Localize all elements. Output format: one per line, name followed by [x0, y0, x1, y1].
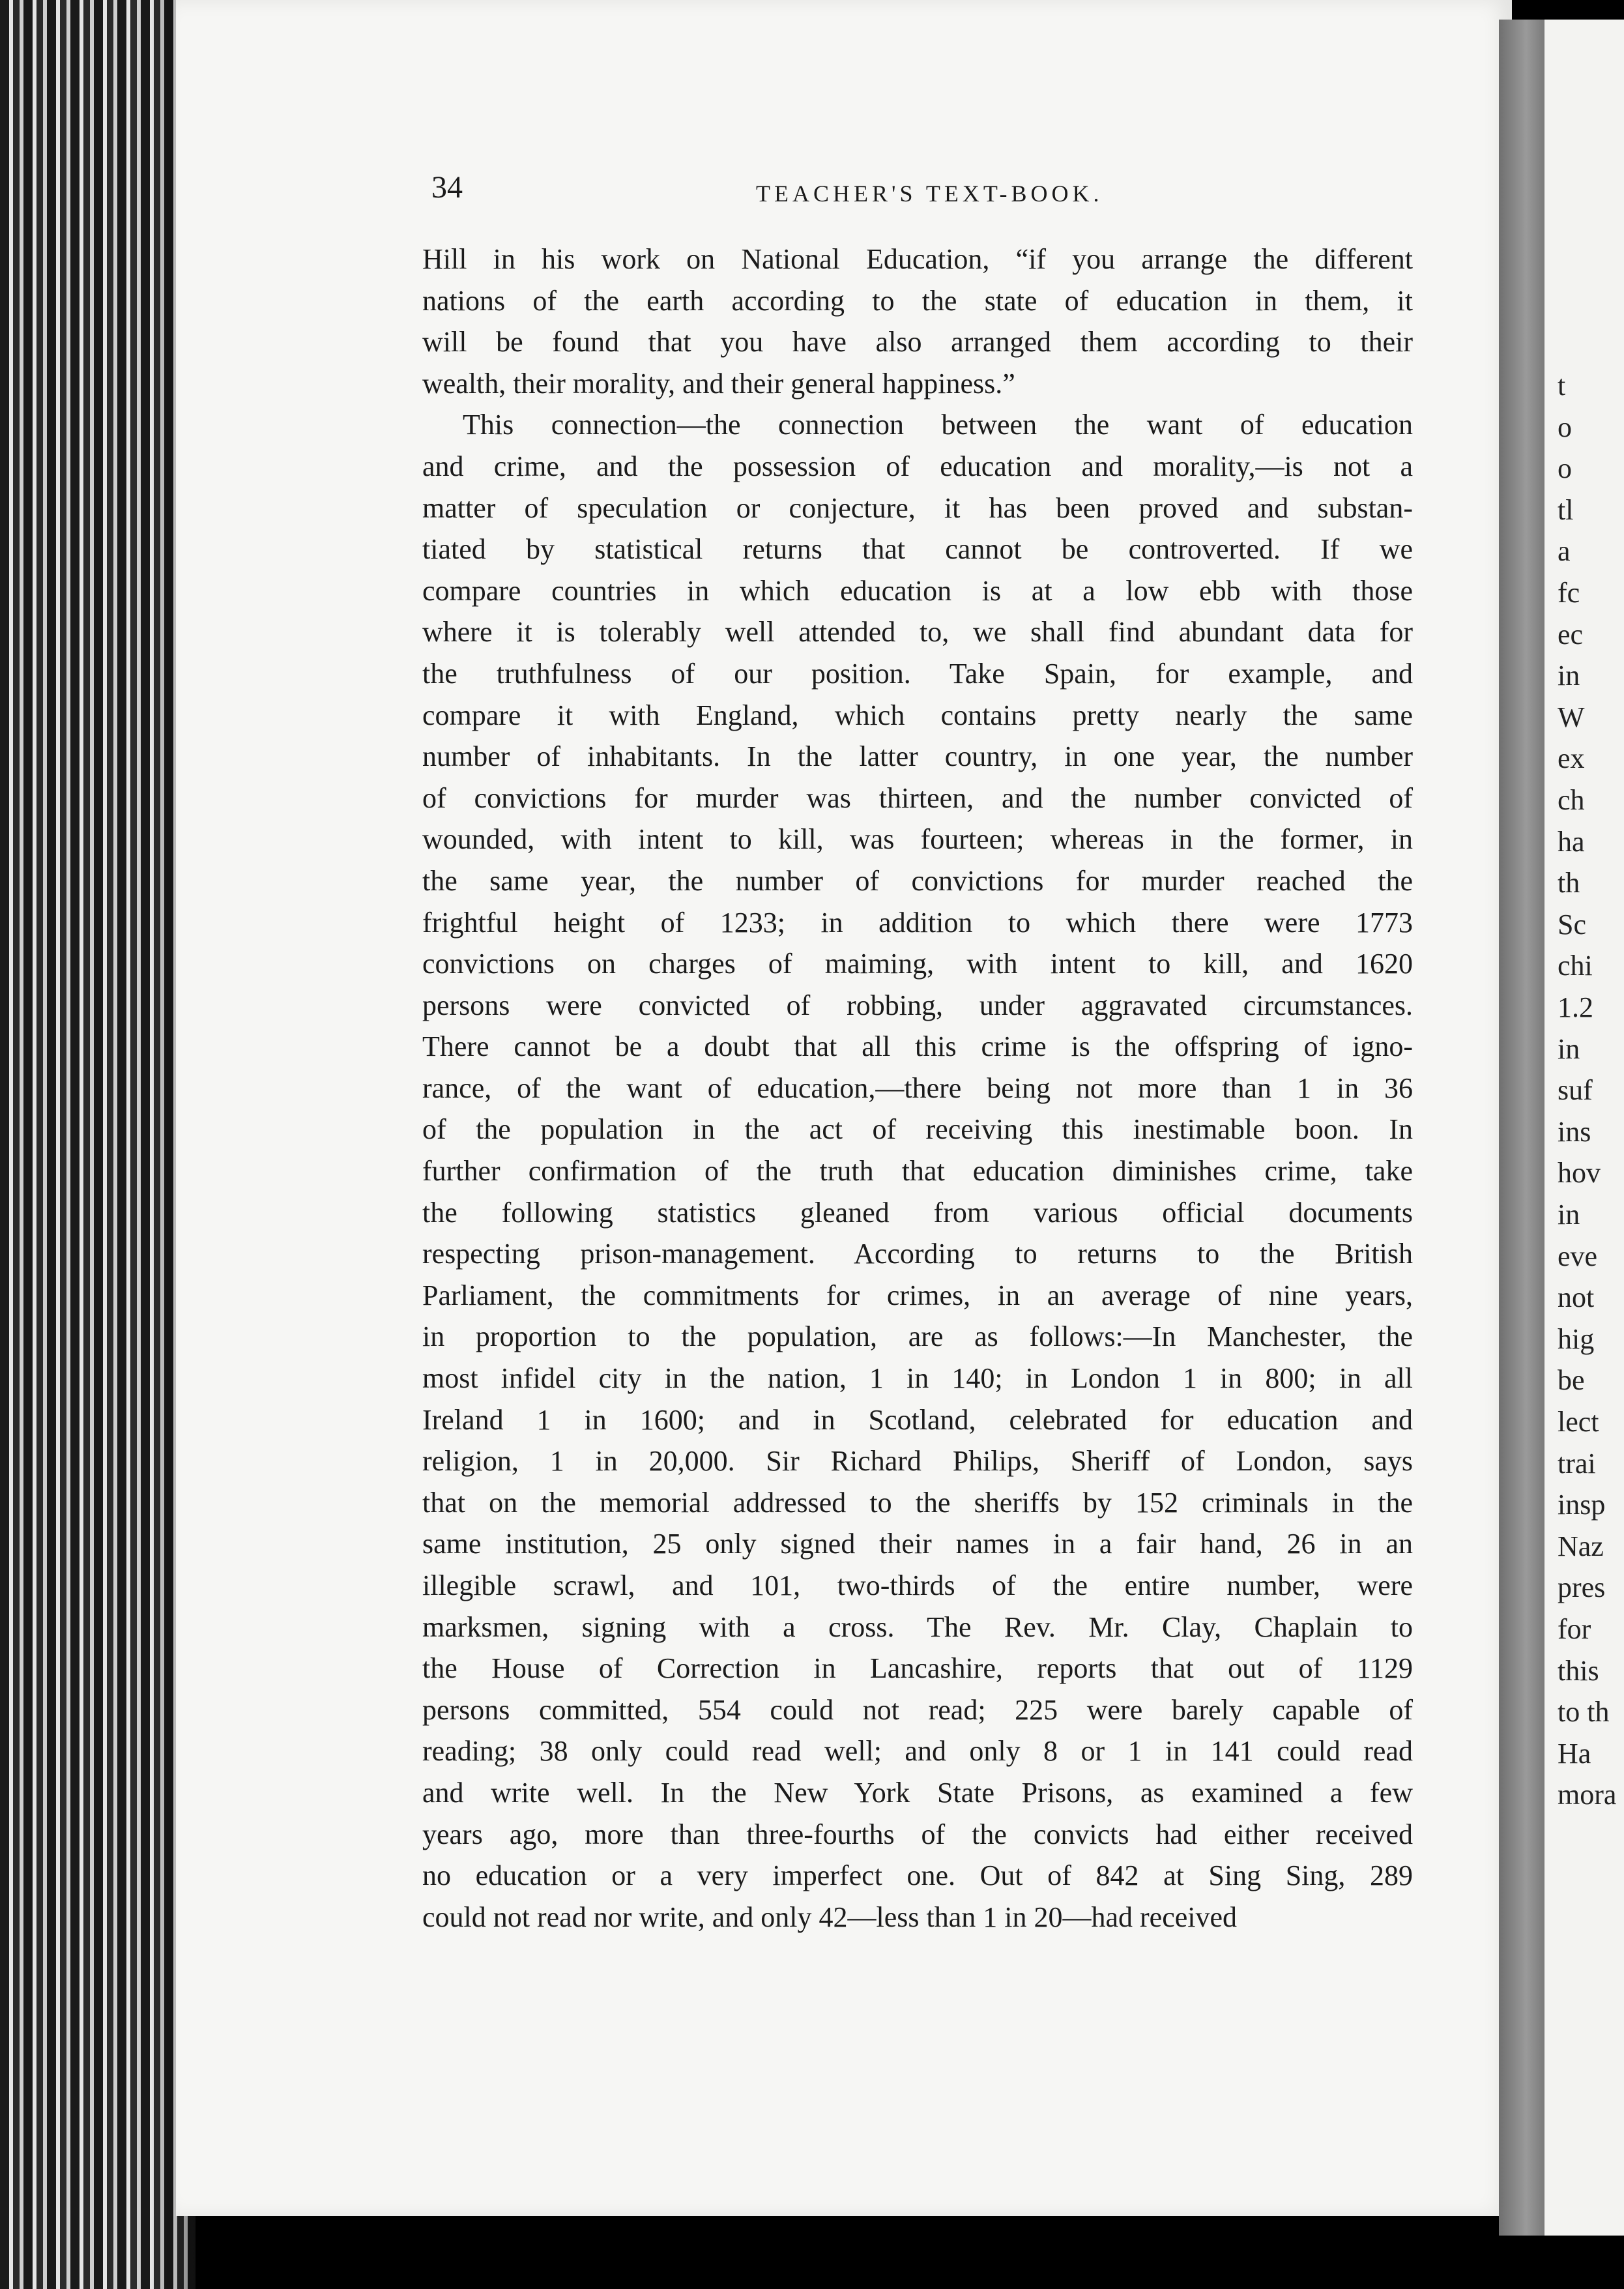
facing-page-text-fragment: ex: [1558, 742, 1585, 775]
text-line: illegible scrawl, and 101, two-thirds of the entire number, were: [422, 1569, 1413, 1601]
facing-page-text-fragment: o: [1558, 411, 1572, 443]
text-line: number of inhabitants. In the latter country, in one year, the number: [422, 740, 1413, 773]
facing-page-text-fragment: to th: [1558, 1696, 1610, 1728]
text-line: tiated by statistical returns that cannot be controverted. If we: [422, 533, 1413, 566]
text-line: respecting prison-management. According to returns to the British: [422, 1238, 1413, 1270]
text-line: compare it with England, which contains pretty nearly the same: [422, 699, 1413, 731]
spine-shadow: [1499, 20, 1544, 2236]
facing-page-text-fragment: ins: [1558, 1115, 1591, 1148]
text-line: that on the memorial addressed to the sheriffs by 152 criminals in the: [422, 1486, 1413, 1519]
text-line: will be found that you have also arranged them according to their: [422, 326, 1413, 358]
facing-page-text-fragment: in: [1558, 1032, 1580, 1065]
text-line: most infidel city in the nation, 1 in 140; in London 1 in 800; in all: [422, 1362, 1413, 1395]
text-line: of convictions for murder was thirteen, and the number convicted of: [422, 781, 1413, 814]
facing-page-text-fragment: o: [1558, 452, 1572, 485]
facing-page-text-fragment: this: [1558, 1654, 1599, 1687]
facing-page-text-fragment: a: [1558, 535, 1571, 568]
text-line: There cannot be a doubt that all this crime is the offspring of igno-: [422, 1030, 1413, 1063]
facing-page-text-fragment: th: [1558, 867, 1580, 899]
text-line: reading; 38 only could read well; and only 8 or 1 in 141 could read: [422, 1735, 1413, 1768]
text-line: nations of the earth according to the state of education in them, it: [422, 284, 1413, 317]
text-line: and crime, and the possession of education and morality,—is not a: [422, 450, 1413, 482]
facing-page-text-fragment: for: [1558, 1613, 1591, 1645]
facing-page-text-fragment: 1.2: [1558, 991, 1593, 1023]
facing-page-text-fragment: Sc: [1558, 908, 1586, 940]
facing-page-text-fragment: lect: [1558, 1406, 1599, 1438]
facing-page-text-fragment: ec: [1558, 618, 1584, 650]
running-head: TEACHER'S TEXT-BOOK.: [756, 181, 1103, 207]
text-line: no education or a very imperfect one. Out of 842 at Sing Sing, 289: [422, 1859, 1413, 1892]
text-line: This connection—the connection between the want of education: [463, 409, 1413, 441]
facing-page-text-fragment: not: [1558, 1281, 1595, 1314]
facing-page-text-fragment: be: [1558, 1364, 1585, 1397]
facing-page-text-fragment: pres: [1558, 1571, 1606, 1604]
text-line: where it is tolerably well attended to, we shall find abundant data for: [422, 616, 1413, 649]
facing-page-text-fragment: suf: [1558, 1074, 1593, 1107]
text-line: Ireland 1 in 1600; and in Scotland, celebrated for education and: [422, 1403, 1413, 1436]
text-line: the same year, the number of convictions for murder reached the: [422, 864, 1413, 897]
text-line: in proportion to the population, are as follows:—In Manchester, the: [422, 1320, 1413, 1353]
text-line: could not read nor write, and only 42—less than 1 in 20—had received: [422, 1901, 1238, 1933]
facing-page-text-fragment: ch: [1558, 784, 1585, 816]
text-line: the truthfulness of our position. Take Spain, for example, and: [422, 657, 1413, 690]
facing-page-text-fragment: W: [1558, 701, 1585, 733]
text-line: matter of speculation or conjecture, it has been proved and substan-: [422, 491, 1413, 524]
text-line: compare countries in which education is at a low ebb with those: [422, 574, 1413, 607]
facing-page-text-fragment: in: [1558, 1199, 1580, 1231]
facing-page-text-fragment: Ha: [1558, 1737, 1591, 1770]
text-line: frightful height of 1233; in addition to which there were 1773: [422, 906, 1413, 939]
facing-page-fragment: [1544, 20, 1624, 2236]
text-line: the House of Correction in Lancashire, reports that out of 1129: [422, 1652, 1413, 1685]
text-line: wealth, their morality, and their general happiness.”: [422, 367, 1015, 400]
facing-page-text-fragment: in: [1558, 660, 1580, 692]
text-line: convictions on charges of maiming, with intent to kill, and 1620: [422, 948, 1413, 980]
facing-page-text-fragment: Naz: [1558, 1530, 1604, 1562]
facing-page-text-fragment: t: [1558, 370, 1566, 401]
text-line: rance, of the want of education,—there being not more than 1 in 36: [422, 1072, 1413, 1104]
text-line: Parliament, the commitments for crimes, in an average of nine years,: [422, 1279, 1413, 1311]
facing-page-text-fragment: mora: [1558, 1779, 1617, 1811]
text-line: persons were convicted of robbing, under aggravated circumstances.: [422, 989, 1413, 1021]
text-line: further confirmation of the truth that education diminishes crime, take: [422, 1155, 1413, 1188]
text-line: the following statistics gleaned from various official documents: [422, 1196, 1413, 1229]
text-line: persons committed, 554 could not read; 225 were barely capable of: [422, 1693, 1413, 1726]
text-line: of the population in the act of receiving this inestimable boon. In: [422, 1113, 1413, 1146]
page-number: 34: [431, 170, 463, 205]
text-line: wounded, with intent to kill, was fourteen; whereas in the former, in: [422, 823, 1413, 856]
facing-page-text-fragment: chi: [1558, 950, 1593, 982]
text-line: same institution, 25 only signed their names in a fair hand, 26 in an: [422, 1528, 1413, 1560]
facing-page-text-fragment: fc: [1558, 577, 1580, 609]
facing-page-text-fragment: tl: [1558, 493, 1574, 526]
body-text: [422, 239, 1413, 1938]
facing-page-text-fragment: insp: [1558, 1489, 1606, 1521]
text-line: Hill in his work on National Education, “if you arrange the different: [422, 243, 1413, 275]
facing-page-text-fragment: eve: [1558, 1240, 1598, 1272]
text-line: and write well. In the New York State Prisons, as examined a few: [422, 1776, 1413, 1809]
text-line: religion, 1 in 20,000. Sir Richard Philips, Sheriff of London, says: [422, 1445, 1413, 1478]
text-line: marksmen, signing with a cross. The Rev. Mr. Clay, Chaplain to: [422, 1611, 1413, 1643]
facing-page-text-fragment: ha: [1558, 825, 1585, 858]
facing-page-text-fragment: hig: [1558, 1322, 1595, 1355]
text-line: years ago, more than three-fourths of the convicts had either received: [422, 1818, 1413, 1850]
facing-page-text-fragment: trai: [1558, 1447, 1596, 1480]
facing-page-text-fragment: hov: [1558, 1157, 1601, 1189]
